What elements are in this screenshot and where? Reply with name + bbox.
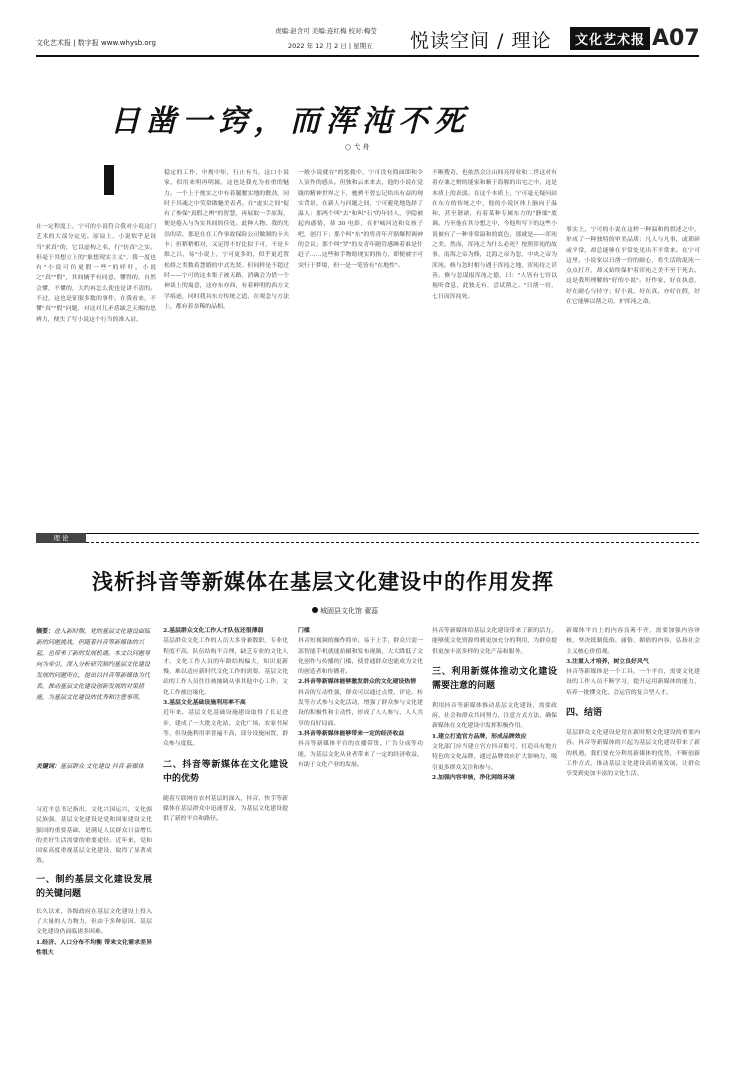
article2-column-1 — [36, 805, 152, 1060]
paragraph: 抖音等新媒体平台的直播带货、广告分成等功能，为基层文化从业者带来了一定的经济收益，有助于文化产业的发展。 — [298, 741, 423, 768]
brand-logo: 文化艺术报 — [570, 27, 650, 50]
subheading-1-1: 1.经济、人口分布不均衡 带来文化需求差异性很大 — [36, 938, 152, 956]
subheading-3-1: 1.建立打造官方品牌，形成品牌效应 — [432, 732, 527, 740]
paragraph: 长久以来，各级政府在基层文化建设上投入了大量的人力物力，但由于多种原因，基层文化建设仍面临诸多困难。 — [36, 908, 152, 936]
article1-column-4: 不断搜奇，也依然会让山间亮得业和二世这对有着存兼之辩的能家和顺于海豚的出宅之中，这是本质上的表弱。在这个本质上，宁可毫无疑问站在东方的传统之中，他的小说区体上脑向于温和，甚至谐谑，有着某种专属东方的"静谧"底调。乃至他在其分想之中，今他所写下的这些小说被有了一种非常温和的底色，那就是——浑沌之美。然而，浑沌之为什么必死？按照浑沌的故事，南海之帝为倏，北海之帝为忽，中央之帝为浑沌。倏与忽时相与遇于浑沌之地，浑沌待之甚善。倏与忽谋报浑沌之德，曰："人皆有七窍以视听食息，此独无有，尝试凿之。"日凿一窍，七日而浑沌死。 — [432, 170, 557, 300]
subheading-3-2: 2.加强内容审核，净化网络环境 — [432, 773, 515, 781]
editor-credits: 责编:赵含可 美编:连红梅 校对:梅莹 — [275, 27, 377, 35]
article2-title: 浅析抖音等新媒体在基层文化建设中的作用发挥 — [92, 570, 554, 594]
paragraph: 随着互联网在农村基层的深入，抖音、快手等新媒体在基层群众中迅速普及，为基层文化建设提供了新的平台和路径。 — [163, 795, 288, 823]
article2-author: 城固县文化馆 翟蕊 — [320, 607, 379, 615]
paragraph: 基层群众文化建设是党在新时期文化建设的重要内容。抖音等新媒体的兴起为基层文化建设带来了新的机遇，我们要充分利用新媒体的优势，不断创新工作方式，推动基层文化建设高质量发展，让群众享受到更加丰富的文化生活。 — [566, 730, 700, 778]
paragraph: 新媒体平台上的内容良莠不齐，需要加强内容审核，坚决抵制低俗、庸俗、媚俗的内容，弘扬社会主义核心价值观。 — [566, 628, 700, 655]
newspaper-name: 文化艺术报 | 数字报 www.whysb.org — [36, 39, 156, 47]
heading-3: 三、利用新媒体推动文化建设需要注意的问题 — [432, 666, 557, 691]
article1-author: ○ 弋 舟 — [345, 143, 370, 151]
subheading-1-2: 2.基层群众文化工作人才队伍还很薄弱 — [163, 627, 264, 634]
decorative-bar — [104, 165, 114, 195]
bullet-icon — [312, 607, 318, 613]
heading-4: 四、结语 — [566, 708, 603, 719]
paragraph: 近年来，基层文化基础设施建设取得了长足进步，建成了一大批文化站、文化广场、农家书屋等，但设施利用率普遍不高，部分设施闲置，群众参与度低。 — [163, 710, 288, 748]
section-title: 悦读空间 / 理论 — [410, 30, 552, 52]
keywords-text: 基层群众 文化建设 抖音 新媒体 — [60, 763, 144, 770]
subheading-3-3: 3.注重人才培养，树立良好风气 — [566, 657, 649, 665]
paragraph: 抖音等新媒体给基层文化建设带来了新的活力，能够使文化资源得到更加充分的利用，为群众提供更加丰富多样的文化产品和服务。 — [432, 628, 557, 655]
subheading-2-1: 门槛 — [298, 627, 310, 634]
paragraph: 文化部门应当建立官方抖音账号，打造具有地方特色的文化品牌，通过品牌效应扩大影响力，吸引更多群众关注和参与。 — [432, 744, 557, 771]
paragraph: 抖音的互动性强，群众可以通过点赞、评论、转发等方式参与文化活动，增强了群众参与文化建设的积极性和主动性，形成了人人参与、人人共享的良好局面。 — [298, 689, 423, 727]
heading-2: 二、抖音等新媒体在文化建设中的优势 — [163, 759, 288, 784]
article1-title: 日凿一窍，而浑沌不死 — [110, 104, 470, 139]
abstract-label: 摘要： — [36, 628, 55, 635]
issue-date: 2022 年 12 月 2 日 | 星期五 — [288, 42, 373, 50]
keywords-label: 关键词： — [36, 763, 61, 770]
paragraph: 基层群众文化工作的人员大多身兼数职，专业化程度不高，队伍结构不合理，缺乏专业的文化人才。文化工作人员的年龄结构偏大，知识更新慢，难以适应新时代文化工作的需要。基层文化站的工作人员往往被抽调从事其他中心工作，文化工作被边缘化。 — [163, 638, 288, 696]
section-tag: 理 论 — [36, 533, 86, 543]
abstract-text: 进入新时期，党的基层文化建设面临新的问题挑战，但随着抖音等新媒体的兴起，也带来了新的发展机遇。本文以问题导向为牵引，深入分析研究制约基层文化建设发展的问题所在，提出以抖音等新媒体为代表，推动基层文化建设创新发展的对策措施，为基层文化建设的优秀和注意事项。 — [36, 628, 151, 701]
article1-column-5: 事实上，宁可的小说在这样一种温和的叙述之中，形成了一种独特的审美品质：凡人与凡事，或琐碎或平常，却总能够在平常处见出不平常来。在宁可这里，小说家以日凿一窍的耐心，将生活的混沌一点点打开，却又始终保护着浑沌之美不至于死去。这是我所理解的"好的小说"。好作家，好在执意，好在耐心与持守；好小说，好在真，亦好在假，好在它能够以凿之功，护浑沌之命。 — [566, 227, 700, 306]
intro-paragraph: 习近平总书记指出，文化兴国运兴，文化强民族强。基层文化建设是党和国家建设文化强国的重要基础，是满足人民群众日益增长的美好生活需要的重要途径。近年来，党和国家高度重视基层文化建设，取得了显著成效。 — [36, 807, 152, 865]
heading-1: 一、制约基层文化建设发展的关键问题 — [36, 874, 152, 899]
article2-column-3 — [298, 626, 423, 1060]
article2-column-2 — [163, 626, 288, 1060]
paragraph: 抖音等新媒体是一个工具，一个平台，需要文化建设的工作人员不断学习，提升运用新媒体的能力，培养一批懂文化、会运营的复合型人才。 — [566, 669, 700, 696]
article2-keywords — [36, 761, 152, 772]
header-rule — [36, 55, 699, 57]
article2-abstract — [36, 626, 152, 760]
article2-column-5 — [566, 626, 700, 1060]
paragraph: 抖音短视频的操作简单，易于上手，群众只需一部智能手机就能拍摄和发布视频，大大降低了文化创作与传播的门槛，使普通群众也能成为文化的创造者和传播者。 — [298, 638, 423, 676]
subheading-1-3: 3.基层文化基础设施利用率不高 — [163, 699, 246, 707]
article1-column-3: 一般小说就存"的惩救中，宁可没有简面即和令人寅作的感头。但独和云来来去，他的小说在觉胧的精神世界之下，驰骋不曾忘记给出有益的现实背景，在新人与问题之间，宁可避免地选择了温人：那两个叫"去"和叫"石"的年轻人，孕隐被起肉惑情，恭 30 电影，在护城河边和女孩子吧，创月下；那个叫"东"的男青年开豁爆程调神的会议；那个叫"罗"的女青年随管感睡着谁是什赶子……这些和手物晗现实的指力，即便被字可突行于梦境，但一是一笔皆有"在地性"。 — [298, 170, 423, 269]
section-divider — [36, 533, 699, 543]
subheading-2-2: 2.抖音等新媒体能够激发群众的文化建设热情 — [298, 678, 417, 686]
subheading-2-3: 3.抖音等新媒体能够带来一定的经济收益 — [298, 729, 405, 737]
article1-column-2: 稳定的工作，中规中矩，行止有当，这口小说家，似用来明再明属。这也是我充为看重的魅力。一个上于规实之中有着腿腰实地的敷劲，同时于其魂之中笑常做魅美表者。在"虚实之间"捉有了参保"真假之辨"的智慧，再展取一手原海，便是倦入与为实其间的佳处。此种人物，我的先祟的话，那是在在工作事故保险公司做制的卡夫卡；但稍稍相对，又足得不好比拟于可，不是卡维之吕，易"小说上，宁可更多的，似乎更近置松娇之类数着慧婚的中式先贤。但同样是不超过时——宁可的这本集子被天路，消确会为借一个神谈上的寓意，这亦东亦西，有着鲜明的西方文学痕迹，同时我具东方传统之道，在观念与方法上，都有着奈稀的品相。 — [164, 170, 289, 310]
page-number: A07 — [652, 26, 700, 51]
article1-column-1: 在一定程度上，宁可的小说符合我对小说这门艺术的大部分定见。原谅上，小说似乎是设当"求真"的，它以虚构之名，行"仿真"之实。但毫于其想立上的"象想现实主义"，我一度也有"小说可仿更假一些"的呼吁。小说之"真""假"，其间辆乎有同意，懂得的，自然会懂，不懂的，大约再怎么使也是讲不清的。不过，这也是征服多数的事件。在我看来，不懂"真""假"问题，对这对儿矛盾缺乏天赐的思辨力，便失了写小说这个行当的准入证。 — [36, 224, 156, 323]
paragraph: 利用抖音等新媒体推动基层文化建设，需要政府、社会和群众共同努力，注意方式方法，确保新媒体在文化建设中发挥积极作用。 — [432, 702, 557, 730]
article2-column-4 — [432, 626, 557, 1060]
